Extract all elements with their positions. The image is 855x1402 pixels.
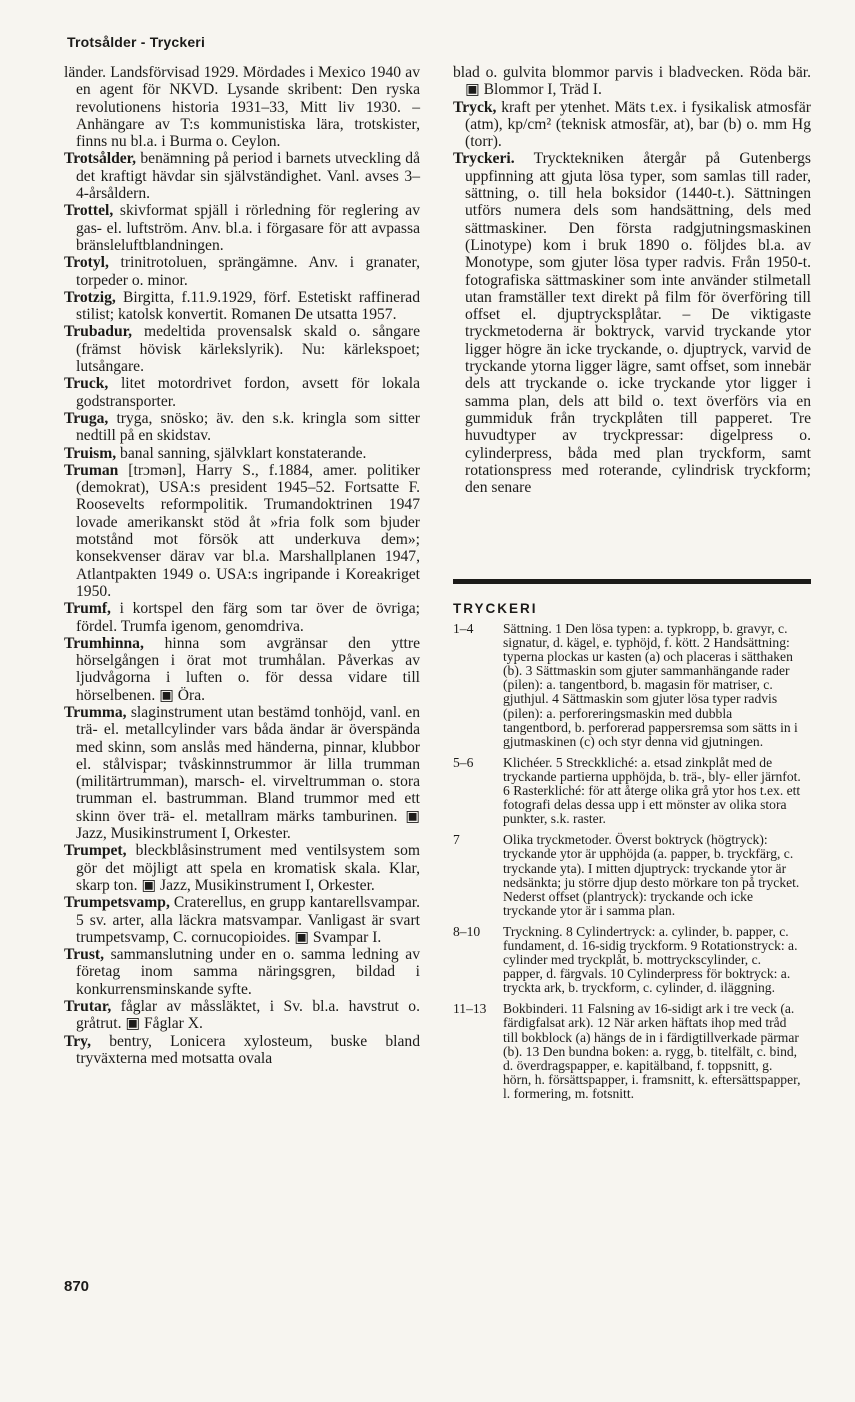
entry-body: Trycktekniken återgår på Gutenbergs uppfinning att gjuta lösa typer, som samlas till rader, sättning, o. till hela boksidor (1440-t.). Sättningen utförs numera dels som handsättning, dels med sättmaskiner. Den första radgjutningsmaskinen (Linotype) kom i bruk 1890 o. följdes bl.a. av Monotype, som gjuter lösa typer radvis. Från 1950-t. fotografiska sättmaskiner som inte använder stilmetall utan framställer text direkt på film för överföring till offset el. djuptrycksplåtar. – De viktigaste tryckmetoderna är boktryck, varvid tryckande ytor ligger högre än icke tryckande, o. djuptryck, varvid de tryckande ytorna ligger lägre, samt offset, som innebär dels att tryckande o. icke tryckande ytor ligger i samma plan, dels att bild o. text överförs via en gummiduk från tryckplåten till papperet. Tre huvudtyper av tryckpressar: digelpress o. cylinderpress, båda med plan tryckform, samt rotationspress med roterande, cylindrisk tryckform; den senare — [465, 150, 811, 497]
entry-body: Craterellus, en grupp kantarellsvampar. 5 sv. arter, alla läckra matsvampar. Vanligast är svart trumpetsvamp, C. cornucopioides. ▣ Svampar I. — [76, 894, 420, 946]
caption-text: Tryckning. 8 Cylindertryck: a. cylinder, b. papper, c. fundament, d. 16-sidig tryckform. 9 Rotationstryck: a. cylinder med tryckplåt, b. mottryckscylinder, c. papper, d. färgvals. 10 Cylinderpress för boktryck: a. tryckta ark, b. tryckform, c. cylinder, d. iläggning. — [503, 923, 798, 996]
entry-headword: Tryckeri. — [453, 150, 515, 168]
dictionary-entry — [453, 150, 811, 496]
dictionary-entry — [453, 99, 811, 151]
entry-headword: Trotsålder, — [64, 150, 137, 168]
entry-headword: Trumf, — [64, 600, 111, 618]
entry-headword: Truman — [64, 461, 119, 479]
tryckeri-caption-panel — [453, 601, 803, 1108]
entry-headword: Tryck, — [453, 98, 497, 116]
entry-headword: Try, — [64, 1032, 91, 1050]
dictionary-entry — [64, 462, 420, 600]
entry-body: skivformat spjäll i rörledning för reglering av gas- el. luftström. Anv. bl.a. i förgasare för att avpassa bränsleluftblandningen. — [76, 202, 420, 254]
panel-title: TRYCKERI — [453, 601, 538, 616]
dictionary-entry — [64, 704, 420, 842]
caption-item — [453, 756, 803, 826]
caption-number: 11–13 — [453, 1001, 487, 1017]
entry-headword: Truism, — [64, 444, 117, 462]
caption-text: Klichéer. 5 Streckkliché: a. etsad zinkplåt med de tryckande partierna upphöjda, b. trä-, bly- eller järnfot. 6 Rasterkliché: för att återge olika grå ytor hos t.ex. ett fotografi delas dessa upp i ett mönster av olika stora punkter, s.k. raster. — [503, 754, 801, 827]
entry-body: banal sanning, självklart konstaterande. — [116, 444, 367, 462]
dictionary-entry — [64, 946, 420, 998]
dictionary-entry — [453, 64, 811, 99]
entry-body: hinna som avgränsar den yttre hörselgången i örat mot trumhålan. Påverkas av ljudvågorna i luften o. för dessa vidare till hörselbenen. ▣ Öra. — [76, 634, 420, 704]
dictionary-entry — [64, 410, 420, 445]
entry-headword: Trumma, — [64, 703, 127, 721]
caption-number: 7 — [453, 832, 460, 848]
entry-body: litet motordrivet fordon, avsett för lokala godstransporter. — [76, 375, 420, 410]
entry-body: i kortspel den färg som tar över de övriga; fördel. Trumfa igenom, genomdriva. — [76, 600, 420, 635]
entry-headword: Truga, — [64, 409, 109, 427]
dictionary-entry — [64, 842, 420, 894]
entry-body: bleckblåsinstrument med ventilsystem som gör det möjligt att spela en kromatisk skala. Klar, skarp ton. ▣ Jazz, Musikinstrument I, Orkester. — [76, 842, 420, 894]
entry-body: sammanslutning under en o. samma ledning av företag inom samma näringsgren, bildad i konkurrensminskande syfte. — [76, 946, 420, 998]
entry-body: slaginstrument utan bestämd tonhöjd, vanl. en trä- el. metallcylinder vars båda ändar är överspända med skinn, som anslås med händerna, pinnar, klubbor el. stålvispar; tvåskinnstrummor är lilla trumman (militärtrumman), marsch- el. virveltrumman o. stora trumman el. bastrumman. Bland trummor med ett skinn över trä- el. metallram märks tamburinen. ▣ Jazz, Musikinstrument I, Orkester. — [76, 703, 420, 843]
caption-number: 1–4 — [453, 621, 474, 636]
caption-item — [453, 622, 803, 749]
dictionary-entry — [64, 64, 420, 150]
dictionary-entry — [64, 445, 420, 462]
entry-headword: Trust, — [64, 946, 104, 964]
entry-headword: Trotzig, — [64, 288, 116, 306]
entry-body: fåglar av måssläktet, i Sv. bl.a. havstrut o. gråtrut. ▣ Fåglar X. — [76, 998, 420, 1033]
entry-headword: Truck, — [64, 375, 109, 393]
dictionary-entry — [64, 150, 420, 202]
dictionary-entry — [64, 323, 420, 375]
dictionary-entry — [64, 1033, 420, 1068]
entry-body: Birgitta, f.11.9.1929, förf. Estetiskt raffinerad stilist; katolsk konvertit. Romanen De utsatta 1957. — [76, 288, 420, 324]
dictionary-entry — [64, 289, 420, 324]
entry-body: kraft per ytenhet. Mäts t.ex. i fysikalisk atmosfär (atm), kp/cm² (teknisk atmosfär, at), bar (b) o. mm Hg (torr). — [465, 98, 811, 151]
dictionary-entry — [64, 998, 420, 1033]
entry-body: tryga, snösko; äv. den s.k. kringla som sitter nedtill på en skidstav. — [76, 409, 420, 445]
page-number: 870 — [64, 1278, 90, 1295]
entry-body: länder. Landsförvisad 1929. Mördades i Mexico 1940 av en agent för NKVD. Lysande skribent: Den ryska revolutionens historia 1931–33, Mitt liv 1930. – Anhängare av T:s kommunistiska lära, trotskister, finns nu bl.a. i Burma o. Ceylon. — [64, 64, 420, 151]
dictionary-entry — [64, 375, 420, 410]
running-header: Trotsålder - Tryckeri — [67, 34, 206, 50]
entry-headword: Trumhinna, — [64, 634, 144, 652]
caption-item — [453, 833, 803, 918]
entry-headword: Trubadur, — [64, 323, 133, 341]
caption-item — [453, 1002, 803, 1101]
entry-headword: Trumpet, — [64, 842, 127, 860]
caption-number: 5–6 — [453, 754, 474, 770]
dictionary-entry — [64, 894, 420, 946]
entry-body: benämning på period i barnets utveckling då det kraftigt hävdar sin självständighet. Vanl. avses 3–4-årsåldern. — [76, 150, 420, 203]
caption-text: Bokbinderi. 11 Falsning av 16-sidigt ark i tre veck (a. färdigfalsat ark). 12 När arken häftats ihop med tråd till bokblock (a) hängs de in i färdigtillverkade pärmar (b). 13 Den bundna boken: a. rygg, b. titelfält, c. bind, d. överdragspapper, e. kapitälband, f. toppsnitt, g. hörn, h. försättspapper, i. framsnitt, k. eftersättspapper, l. formering, m. fotsnitt. — [503, 1001, 801, 1101]
entry-body: [trɔmən], Harry S., f.1884, amer. politiker (demokrat), USA:s president 1945–52. Fortsatte F. Roosevelts reformpolitik. Trumandoktrinen 1947 lovade amerikanskt stöd åt »fria folk som bjuder motstånd mot försök att underkuva dem»; konsekvenser därav var bl.a. Marshallplanen 1947, Atlantpakten 1949 o. USA:s ingripande i Koreakriget 1950. — [76, 461, 420, 600]
dictionary-entry — [64, 635, 420, 704]
caption-text: Sättning. 1 Den lösa typen: a. typkropp, b. gravyr, c. signatur, d. kägel, e. typhöjd, f. kött. 2 Handsättning: typerna plockas ur kasten (a) och placeras i sätthaken (b). 3 Sättmaskin som gjuter sammanhängande rader (pilen): a. tangentbord, b. magasin för matriser, c. gjuthjul. 4 Sättmaskin som gjuter lösa typer radvis (pilen): a. perforeringsmaskin med dubbla tangentbord, b. perforerad pappersremsa som sätts in i gjutmaskinen (c) och styr denna vid gjutningen. — [503, 621, 798, 749]
entry-body: bentry, Lonicera xylosteum, buske bland tryväxterna med motsatta ovala — [76, 1032, 420, 1067]
entry-headword: Trottel, — [64, 202, 114, 220]
dictionary-entry — [64, 254, 420, 289]
caption-item — [453, 925, 803, 995]
caption-list — [453, 622, 803, 1101]
left-column — [64, 64, 420, 1067]
entry-body: medeltida provensalsk skald o. sångare (främst hövisk kärlekslyrik). Nu: kärlekspoet; lutsångare. — [76, 323, 420, 376]
caption-number: 8–10 — [453, 923, 481, 939]
caption-text: Olika tryckmetoder. Överst boktryck (högtryck): tryckande ytor är upphöjda (a. papper, b. tryckfärg, c. tryckande yta). I mitten djuptryck: tryckande ytor är nedsänkta; ju större djup desto mörkare ton på trycket. Nederst offset (plantryck): tryckande och icke tryckande ytor är i samma plan. — [503, 832, 800, 918]
entry-headword: Trumpetsvamp, — [64, 894, 170, 912]
dictionary-entry — [64, 600, 420, 635]
entry-body: blad o. gulvita blommor parvis i bladvecken. Röda bär. ▣ Blommor I, Träd I. — [453, 64, 811, 99]
entry-body: trinitrotoluen, sprängämne. Anv. i granater, torpeder o. minor. — [76, 254, 420, 289]
right-column — [453, 64, 811, 496]
entry-headword: Trotyl, — [64, 254, 109, 272]
dictionary-entry — [64, 202, 420, 254]
section-rule — [453, 579, 811, 584]
entry-headword: Trutar, — [64, 998, 112, 1016]
